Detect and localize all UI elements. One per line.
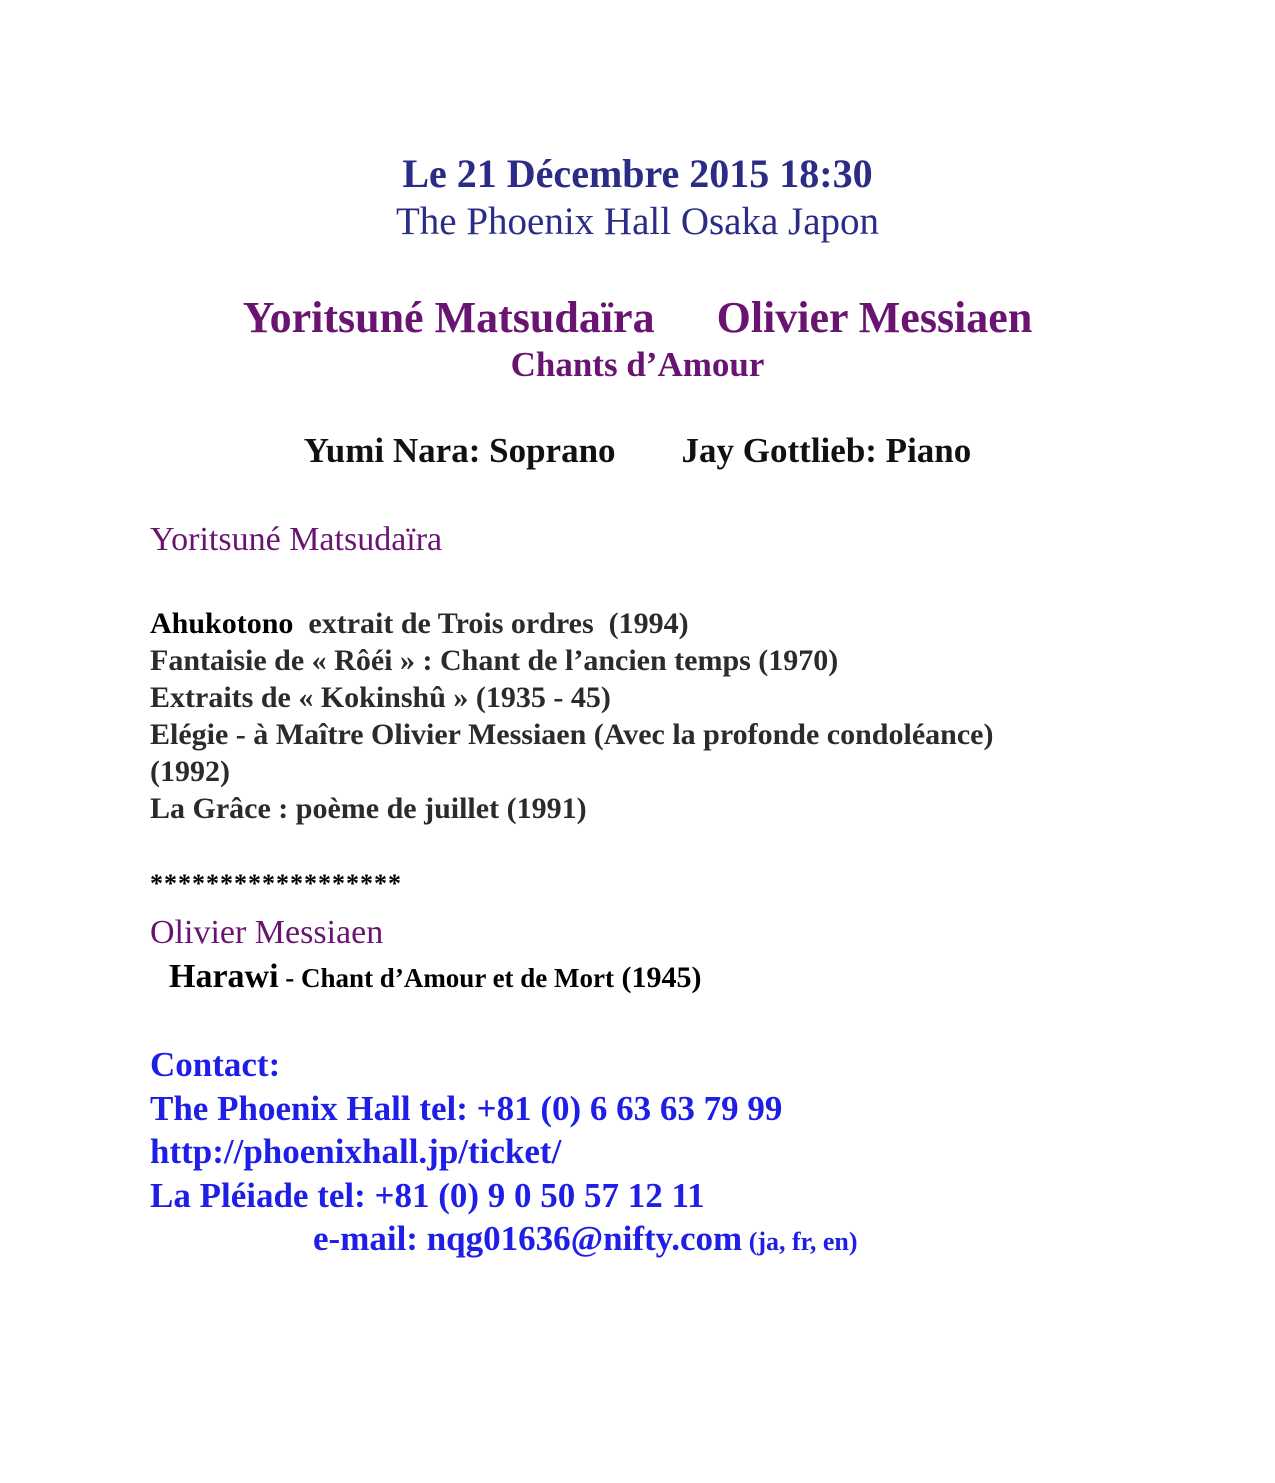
concert-venue: The Phoenix Hall Osaka Japon: [395, 200, 880, 243]
work-item: Fantaisie de « Rôéi » : Chant de l’ancien temps (1970): [150, 644, 839, 677]
harawi-title: Harawi: [169, 958, 279, 995]
composer-matsudaira: Yoritsuné Matsudaïra: [242, 293, 655, 342]
contact-languages: (ja, fr, en): [742, 1227, 858, 1256]
harawi-year: (1945): [614, 961, 702, 994]
harawi-work: [169, 958, 702, 996]
composer-messiaen: Olivier Messiaen: [716, 293, 1033, 342]
email-line: [150, 1217, 858, 1264]
harawi-subtitle: - Chant d’Amour et de Mort: [278, 963, 615, 993]
work-item: Extraits de « Kokinshû » (1935 - 45): [150, 681, 611, 714]
section-heading-matsudaira: Yoritsuné Matsudaïra: [150, 521, 443, 558]
phoenix-hall-url[interactable]: http://phoenixhall.jp/ticket/: [150, 1132, 562, 1171]
work-item: La Grâce : poème de juillet (1991): [150, 792, 587, 825]
work-detail: extrait de Trois ordres (1994): [293, 607, 689, 640]
contact-block: [150, 1043, 858, 1264]
section-separator: ******************: [150, 869, 402, 898]
work-item: [150, 605, 1250, 642]
work-title: Ahukotono: [150, 607, 294, 640]
performer-piano: Jay Gottlieb: Piano: [681, 431, 972, 470]
section-heading-messiaen: Olivier Messiaen: [150, 914, 384, 951]
work-item: (1992): [150, 755, 230, 788]
work-item: Elégie - à Maître Olivier Messiaen (Avec la profonde condoléance): [150, 718, 994, 751]
works-list: [150, 605, 1250, 827]
performers-line: [0, 431, 1275, 471]
contact-email[interactable]: e-mail: nqg01636@nifty.com: [313, 1219, 743, 1258]
pleiade-tel: La Pléiade tel: +81 (0) 9 0 50 57 12 11: [150, 1175, 705, 1215]
performer-soprano: Yumi Nara: Soprano: [303, 431, 616, 470]
phoenix-hall-tel: The Phoenix Hall tel: +81 (0) 6 63 63 79 99: [150, 1088, 783, 1128]
composers-line: [0, 292, 1275, 343]
concert-date: Le 21 Décembre 2015 18:30: [402, 151, 873, 196]
contact-heading: Contact:: [150, 1045, 281, 1084]
program-subtitle: Chants d’Amour: [510, 345, 765, 384]
